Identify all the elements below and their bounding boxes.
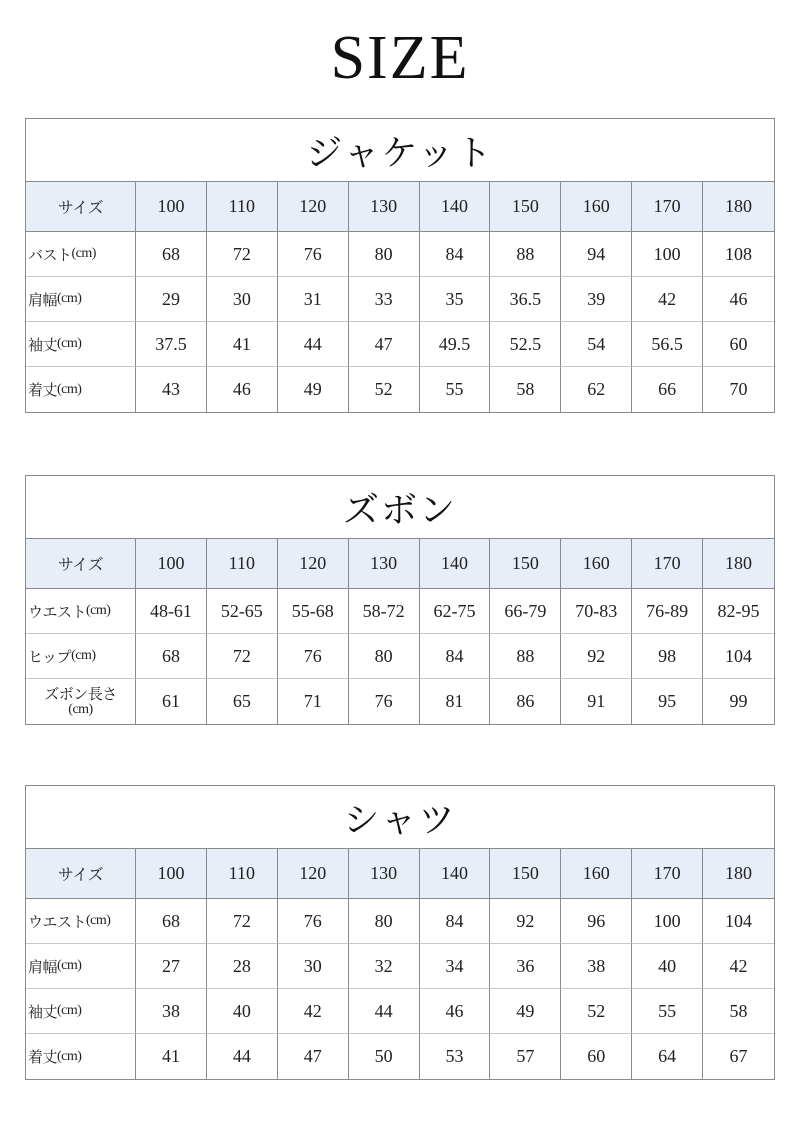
header-cell: 160 bbox=[561, 539, 632, 589]
header-cell: 140 bbox=[420, 182, 491, 232]
row-label-text: 着丈 bbox=[28, 1048, 58, 1066]
header-cell: 120 bbox=[278, 182, 349, 232]
header-cell: 100 bbox=[136, 849, 207, 899]
table-cell: 76-89 bbox=[632, 589, 703, 634]
table-cell: 30 bbox=[278, 944, 349, 989]
row-label-text: ズボン長さ bbox=[44, 684, 117, 703]
row-label bbox=[26, 944, 136, 989]
table-row bbox=[26, 322, 774, 367]
row-label-text: 肩幅 bbox=[28, 290, 58, 309]
row-label-text: 袖丈 bbox=[28, 335, 58, 354]
table-cell: 84 bbox=[420, 634, 491, 679]
header-cell-size: サイズ bbox=[26, 539, 136, 589]
table-cell: 30 bbox=[207, 277, 278, 322]
table-cell: 58 bbox=[490, 367, 561, 412]
header-cell: 120 bbox=[278, 539, 349, 589]
row-label bbox=[26, 634, 136, 679]
table-cell: 47 bbox=[278, 1034, 349, 1079]
table-cell: 91 bbox=[561, 679, 632, 724]
table-cell: 42 bbox=[632, 277, 703, 322]
table-cell: 66-79 bbox=[490, 589, 561, 634]
table-cell: 40 bbox=[632, 944, 703, 989]
table-cell: 81 bbox=[420, 679, 491, 724]
pants-size-table bbox=[25, 475, 775, 725]
table-cell: 46 bbox=[420, 989, 491, 1034]
table-cell: 99 bbox=[729, 691, 748, 711]
table-cell: 82-95 bbox=[703, 589, 774, 634]
table-cell: 46 bbox=[207, 367, 278, 412]
table-cell: 44 bbox=[349, 989, 420, 1034]
row-label bbox=[26, 322, 136, 367]
table-cell: 60 bbox=[703, 322, 774, 367]
table-cell: 49.5 bbox=[420, 322, 491, 367]
table-header-row bbox=[26, 849, 774, 899]
table-cell: 34 bbox=[420, 944, 491, 989]
table-cell: 55 bbox=[420, 367, 491, 412]
table-cell: 68 bbox=[136, 899, 207, 944]
row-label-unit: (cm) bbox=[71, 648, 96, 663]
row-label-text: 着丈 bbox=[28, 381, 58, 399]
row-label bbox=[26, 367, 136, 412]
header-cell: 120 bbox=[278, 849, 349, 899]
row-label bbox=[26, 589, 136, 634]
table-cell: 84 bbox=[420, 899, 491, 944]
table-cell: 76 bbox=[278, 232, 349, 277]
header-cell: 130 bbox=[349, 849, 420, 899]
table-cell: 46 bbox=[703, 277, 774, 322]
table-cell: 52 bbox=[561, 989, 632, 1034]
table-row bbox=[26, 589, 774, 634]
table-header-row bbox=[26, 539, 774, 589]
table-cell: 38 bbox=[561, 944, 632, 989]
table-title: ジャケット bbox=[26, 119, 774, 182]
header-cell: 170 bbox=[632, 539, 703, 589]
table-cell: 95 bbox=[632, 679, 703, 724]
jacket-size-table bbox=[25, 118, 775, 413]
row-label-text: 肩幅 bbox=[28, 957, 58, 976]
table-cell: 31 bbox=[278, 277, 349, 322]
table-cell: 92 bbox=[490, 899, 561, 944]
header-cell: 180 bbox=[703, 849, 774, 899]
table-cell: 68 bbox=[136, 634, 207, 679]
table-cell: 67 bbox=[729, 1046, 748, 1066]
header-cell: 150 bbox=[490, 539, 561, 589]
table-cell: 104 bbox=[703, 634, 774, 679]
table-cell: 41 bbox=[207, 322, 278, 367]
header-cell: 170 bbox=[632, 849, 703, 899]
header-cell-size: サイズ bbox=[26, 182, 136, 232]
table-row bbox=[26, 944, 774, 989]
table-cell: 49 bbox=[278, 367, 349, 412]
row-label-text: バスト bbox=[28, 245, 72, 264]
header-cell-size: サイズ bbox=[26, 849, 136, 899]
header-cell: 130 bbox=[349, 182, 420, 232]
table-cell: 27 bbox=[136, 944, 207, 989]
table-cell: 36 bbox=[490, 944, 561, 989]
table-cell: 86 bbox=[490, 679, 561, 724]
row-label-unit: (cm) bbox=[57, 1048, 82, 1064]
header-cell: 110 bbox=[207, 182, 278, 232]
table-cell: 66 bbox=[632, 367, 703, 412]
table-cell: 52-65 bbox=[207, 589, 278, 634]
page-title: SIZE bbox=[330, 24, 470, 92]
table-cell: 100 bbox=[632, 232, 703, 277]
table-cell: 58-72 bbox=[349, 589, 420, 634]
table-cell: 42 bbox=[703, 944, 774, 989]
table-cell: 44 bbox=[278, 322, 349, 367]
row-label-unit: (cm) bbox=[86, 603, 111, 618]
table-row bbox=[26, 899, 774, 944]
table-cell: 55 bbox=[632, 989, 703, 1034]
row-label bbox=[26, 232, 136, 277]
table-row bbox=[26, 634, 774, 679]
table-cell: 57 bbox=[490, 1034, 561, 1079]
row-label-text: 袖丈 bbox=[28, 1002, 58, 1021]
row-label-unit: (cm) bbox=[57, 336, 82, 351]
table-cell: 54 bbox=[561, 322, 632, 367]
table-cell: 62-75 bbox=[420, 589, 491, 634]
header-cell: 160 bbox=[561, 849, 632, 899]
table-cell: 72 bbox=[207, 634, 278, 679]
row-label bbox=[26, 679, 136, 724]
row-label-unit: (cm) bbox=[57, 381, 82, 397]
header-cell: 140 bbox=[420, 849, 491, 899]
table-cell: 32 bbox=[349, 944, 420, 989]
table-cell: 29 bbox=[136, 277, 207, 322]
table-cell: 64 bbox=[632, 1034, 703, 1079]
header-cell: 110 bbox=[207, 539, 278, 589]
table-cell: 72 bbox=[207, 899, 278, 944]
header-cell: 150 bbox=[490, 182, 561, 232]
table-cell: 55-68 bbox=[278, 589, 349, 634]
table-cell: 41 bbox=[136, 1034, 207, 1079]
table-row bbox=[26, 679, 774, 724]
row-label-unit: (cm) bbox=[57, 958, 82, 973]
table-cell: 42 bbox=[278, 989, 349, 1034]
table-title: シャツ bbox=[26, 786, 774, 849]
table-cell: 70 bbox=[729, 379, 748, 399]
row-label-unit: (cm) bbox=[86, 913, 111, 928]
table-row bbox=[26, 232, 774, 277]
table-cell: 76 bbox=[278, 634, 349, 679]
header-cell: 160 bbox=[561, 182, 632, 232]
table-cell: 88 bbox=[490, 634, 561, 679]
header-cell: 180 bbox=[703, 539, 774, 589]
table-cell: 94 bbox=[561, 232, 632, 277]
table-cell: 92 bbox=[561, 634, 632, 679]
table-cell: 88 bbox=[490, 232, 561, 277]
row-label-unit: (cm) bbox=[57, 1003, 82, 1018]
table-cell: 28 bbox=[207, 944, 278, 989]
header-cell: 180 bbox=[703, 182, 774, 232]
table-cell: 60 bbox=[561, 1034, 632, 1079]
table-cell: 35 bbox=[420, 277, 491, 322]
table-cell: 96 bbox=[561, 899, 632, 944]
table-header-row bbox=[26, 182, 774, 232]
table-cell: 53 bbox=[420, 1034, 491, 1079]
table-row bbox=[26, 277, 774, 322]
table-cell: 72 bbox=[207, 232, 278, 277]
table-cell: 80 bbox=[349, 232, 420, 277]
row-label-unit: (cm) bbox=[68, 701, 93, 717]
table-cell: 68 bbox=[136, 232, 207, 277]
table-cell: 52 bbox=[349, 367, 420, 412]
table-cell: 56.5 bbox=[632, 322, 703, 367]
table-cell: 61 bbox=[136, 679, 207, 724]
header-cell: 130 bbox=[349, 539, 420, 589]
row-label bbox=[26, 1034, 136, 1079]
table-cell: 52.5 bbox=[490, 322, 561, 367]
header-cell: 150 bbox=[490, 849, 561, 899]
table-cell: 80 bbox=[349, 634, 420, 679]
table-cell: 40 bbox=[207, 989, 278, 1034]
table-cell: 36.5 bbox=[490, 277, 561, 322]
table-cell: 65 bbox=[207, 679, 278, 724]
table-cell: 84 bbox=[420, 232, 491, 277]
shirt-size-table bbox=[25, 785, 775, 1080]
table-cell: 104 bbox=[703, 899, 774, 944]
table-cell: 76 bbox=[278, 899, 349, 944]
table-cell: 49 bbox=[490, 989, 561, 1034]
table-cell: 37.5 bbox=[136, 322, 207, 367]
table-row bbox=[26, 367, 774, 412]
row-label-unit: (cm) bbox=[71, 246, 96, 261]
table-title: ズボン bbox=[26, 476, 774, 539]
table-cell: 98 bbox=[632, 634, 703, 679]
header-cell: 140 bbox=[420, 539, 491, 589]
row-label-text: ヒップ bbox=[28, 647, 72, 666]
header-cell: 100 bbox=[136, 182, 207, 232]
table-cell: 76 bbox=[349, 679, 420, 724]
table-cell: 48-61 bbox=[136, 589, 207, 634]
table-row bbox=[26, 1034, 774, 1079]
table-cell: 44 bbox=[207, 1034, 278, 1079]
table-cell: 100 bbox=[632, 899, 703, 944]
table-cell: 50 bbox=[349, 1034, 420, 1079]
table-cell: 33 bbox=[349, 277, 420, 322]
row-label-unit: (cm) bbox=[57, 291, 82, 306]
table-row bbox=[26, 989, 774, 1034]
table-cell: 80 bbox=[349, 899, 420, 944]
header-cell: 110 bbox=[207, 849, 278, 899]
row-label bbox=[26, 277, 136, 322]
header-cell: 170 bbox=[632, 182, 703, 232]
table-cell: 38 bbox=[136, 989, 207, 1034]
table-cell: 70-83 bbox=[561, 589, 632, 634]
table-cell: 47 bbox=[349, 322, 420, 367]
row-label-text: ウエスト bbox=[28, 602, 87, 621]
table-cell: 71 bbox=[278, 679, 349, 724]
header-cell: 100 bbox=[136, 539, 207, 589]
table-cell: 43 bbox=[136, 367, 207, 412]
row-label bbox=[26, 989, 136, 1034]
row-label bbox=[26, 899, 136, 944]
table-cell: 62 bbox=[561, 367, 632, 412]
table-cell: 108 bbox=[703, 232, 774, 277]
row-label-text: ウエスト bbox=[28, 912, 87, 931]
table-cell: 58 bbox=[703, 989, 774, 1034]
table-cell: 39 bbox=[561, 277, 632, 322]
